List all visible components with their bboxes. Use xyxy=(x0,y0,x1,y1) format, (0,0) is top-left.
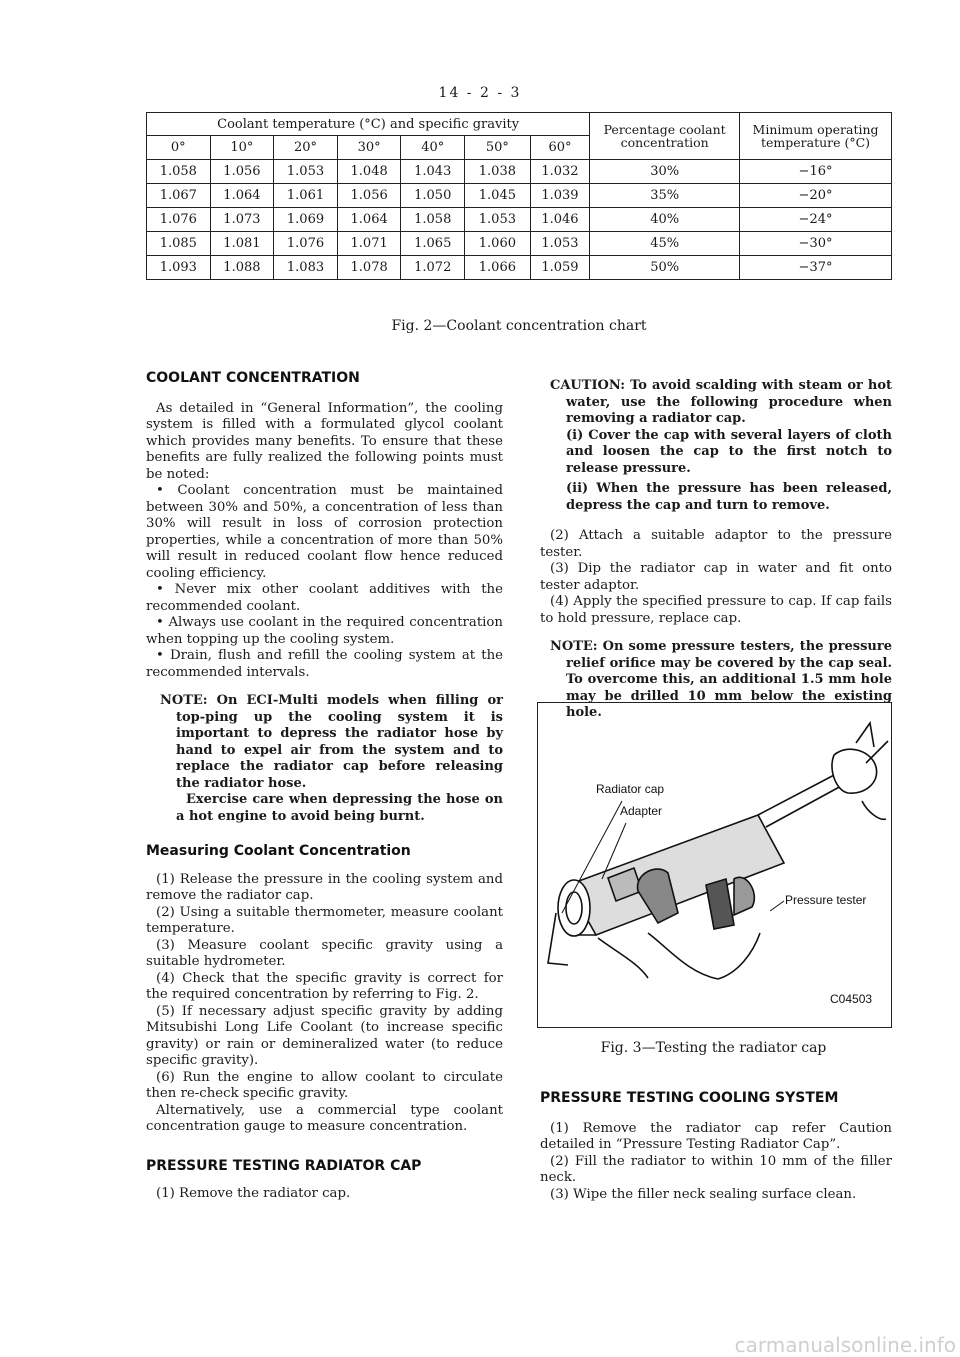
temp-header: 10° xyxy=(210,136,274,160)
step: (5) If necessary adjust specific gravity by adding Mitsubishi Long Life Coolant (to increase specific gravity) or rain or demineralized water (to reduce specific gravity). xyxy=(146,1003,503,1068)
min-temp-cell: −20° xyxy=(740,184,892,208)
temp-header: 40° xyxy=(401,136,465,160)
sg-cell: 1.043 xyxy=(401,160,465,184)
note-eci-multi xyxy=(160,693,503,825)
temp-header: 20° xyxy=(274,136,338,160)
step: (1) Release the pressure in the cooling system and remove the radiator cap. xyxy=(146,871,503,903)
sg-cell: 1.069 xyxy=(274,208,338,232)
step: (4) Apply the specified pressure to cap. If cap fails to hold pressure, replace cap. xyxy=(540,594,892,626)
bullet-item: • Always use coolant in the required concentration when topping up the cooling system. xyxy=(146,615,503,647)
temp-header: 50° xyxy=(465,136,531,160)
caution-step-ii: (ii) When the pressure has been released, depress the cap and turn to remove. xyxy=(566,481,892,513)
sg-cell: 1.046 xyxy=(530,208,590,232)
sg-cell: 1.056 xyxy=(337,184,401,208)
step: (3) Wipe the filler neck sealing surface clean. xyxy=(550,1186,857,1202)
note-text-caution: Exercise care when depressing the hose on a hot engine to avoid being burnt. xyxy=(176,792,503,824)
table-row xyxy=(147,232,892,256)
step: (3) Measure coolant specific gravity using a suitable hydrometer. xyxy=(146,937,503,969)
caution-step-i: (i) Cover the cap with several layers of cloth and loosen the cap to the first notch to release pressure. xyxy=(566,427,892,476)
step: (2) Fill the radiator to within 10 mm of the filler neck. xyxy=(540,1153,892,1185)
sg-cell: 1.032 xyxy=(530,160,590,184)
label-adapter: Adapter xyxy=(620,804,663,818)
caution-block xyxy=(550,378,892,514)
paragraph: Alternatively, use a commercial type coolant concentration gauge to measure concentration. xyxy=(146,1102,503,1134)
table-min-header: Minimum operating temperature (°C) xyxy=(740,113,892,160)
sg-cell: 1.053 xyxy=(530,232,590,256)
fig3-caption: Fig. 3—Testing the radiator cap xyxy=(600,1040,827,1056)
min-temp-cell: −30° xyxy=(740,232,892,256)
bullet-item: • Never mix other coolant additives with the recommended coolant. xyxy=(146,582,503,614)
sg-cell: 1.060 xyxy=(465,232,531,256)
fig2-caption: Fig. 2—Coolant concentration chart xyxy=(391,318,647,334)
bullet-item: • Coolant concentration must be maintained between 30% and 50%, a concentration of less than 30% will result in loss of corrosion protection properties, while a concentration of more than 50% will result in reduced coolant flow hence reduced cooling efficiency. xyxy=(146,483,503,581)
figure-code: C04503 xyxy=(830,992,873,1006)
watermark: carmanualsonline.info xyxy=(734,1333,956,1357)
sg-cell: 1.067 xyxy=(147,184,211,208)
step: (1) Remove the radiator cap refer Caution detailed in “Pressure Testing Radiator Cap”. xyxy=(540,1120,892,1152)
sg-cell: 1.085 xyxy=(147,232,211,256)
min-temp-cell: −16° xyxy=(740,160,892,184)
sg-cell: 1.083 xyxy=(274,256,338,280)
sg-cell: 1.066 xyxy=(465,256,531,280)
page-number: 14 - 2 - 3 xyxy=(438,85,522,101)
left-column xyxy=(146,370,503,1203)
sg-cell: 1.059 xyxy=(530,256,590,280)
heading-pressure-testing-cap: PRESSURE TESTING RADIATOR CAP xyxy=(146,1157,422,1174)
pct-cell: 35% xyxy=(590,184,740,208)
table-row xyxy=(147,256,892,280)
paragraph: As detailed in “General Information”, the cooling system is filled with a formulated glycol coolant which provides many benefits. To ensure that these benefits are fully realized the following points must be noted: xyxy=(146,400,503,482)
right-column xyxy=(540,378,892,722)
pct-cell: 50% xyxy=(590,256,740,280)
heading-pressure-testing-system: PRESSURE TESTING COOLING SYSTEM xyxy=(540,1090,839,1106)
sg-cell: 1.093 xyxy=(147,256,211,280)
step: (2) Attach a suitable adaptor to the pressure tester. xyxy=(540,528,892,560)
sg-cell: 1.064 xyxy=(210,184,274,208)
sg-cell: 1.053 xyxy=(274,160,338,184)
table-row xyxy=(147,208,892,232)
step: (4) Check that the specific gravity is correct for the required concentration by referring to Fig. 2. xyxy=(146,970,503,1002)
heading-coolant-concentration: COOLANT CONCENTRATION xyxy=(146,370,360,386)
sg-cell: 1.048 xyxy=(337,160,401,184)
temp-header: 30° xyxy=(337,136,401,160)
caution-text: CAUTION: To avoid scalding with steam or hot water, use the following procedure when removing a radiator cap. xyxy=(550,378,892,426)
note-text: NOTE: On ECI-Multi models when filling or top-ping up the cooling system it is important to depress the radiator hose by hand to expel air from the system and to replace the radiator cap before releasing the radiator hose. xyxy=(160,693,503,791)
sg-cell: 1.088 xyxy=(210,256,274,280)
table-pct-header: Percentage coolant concentration xyxy=(590,113,740,160)
sg-cell: 1.045 xyxy=(465,184,531,208)
sg-cell: 1.061 xyxy=(274,184,338,208)
step: (3) Dip the radiator cap in water and fit onto tester adaptor. xyxy=(540,561,892,593)
sg-cell: 1.072 xyxy=(401,256,465,280)
step: (6) Run the engine to allow coolant to circulate then re-check specific gravity. xyxy=(146,1069,503,1101)
fig3-illustration xyxy=(537,702,892,1028)
pct-cell: 30% xyxy=(590,160,740,184)
bullet-item: • Drain, flush and refill the cooling system at the recommended intervals. xyxy=(146,648,503,680)
sg-cell: 1.058 xyxy=(147,160,211,184)
sg-cell: 1.078 xyxy=(337,256,401,280)
note-text: NOTE: On some pressure testers, the pressure relief orifice may be covered by the cap seal. To overcome this, an additional 1.5 mm hole may be drilled 10 mm below the existing hole. xyxy=(550,639,892,720)
sg-cell: 1.058 xyxy=(401,208,465,232)
sg-cell: 1.053 xyxy=(465,208,531,232)
label-radiator-cap: Radiator cap xyxy=(596,782,665,796)
step: (1) Remove the radiator cap. xyxy=(156,1186,351,1201)
right-column-bottom xyxy=(540,1090,892,1203)
radiator-cap-tester-drawing xyxy=(538,703,891,1027)
sg-cell: 1.038 xyxy=(465,160,531,184)
sg-cell: 1.076 xyxy=(147,208,211,232)
table-group-header: Coolant temperature (°C) and specific gravity xyxy=(147,113,590,136)
step: (2) Using a suitable thermometer, measure coolant temperature. xyxy=(146,904,503,936)
min-temp-cell: −24° xyxy=(740,208,892,232)
sg-cell: 1.073 xyxy=(210,208,274,232)
label-pressure-tester: Pressure tester xyxy=(785,893,867,907)
min-temp-cell: −37° xyxy=(740,256,892,280)
sg-cell: 1.064 xyxy=(337,208,401,232)
pct-cell: 40% xyxy=(590,208,740,232)
sg-cell: 1.065 xyxy=(401,232,465,256)
pct-cell: 45% xyxy=(590,232,740,256)
heading-measuring-coolant: Measuring Coolant Concentration xyxy=(146,843,411,859)
sg-cell: 1.050 xyxy=(401,184,465,208)
sg-cell: 1.076 xyxy=(274,232,338,256)
table-row xyxy=(147,160,892,184)
coolant-concentration-table xyxy=(146,112,892,280)
sg-cell: 1.081 xyxy=(210,232,274,256)
sg-cell: 1.056 xyxy=(210,160,274,184)
table-row xyxy=(147,184,892,208)
sg-cell: 1.071 xyxy=(337,232,401,256)
temp-header: 60° xyxy=(530,136,590,160)
temp-header: 0° xyxy=(147,136,211,160)
sg-cell: 1.039 xyxy=(530,184,590,208)
